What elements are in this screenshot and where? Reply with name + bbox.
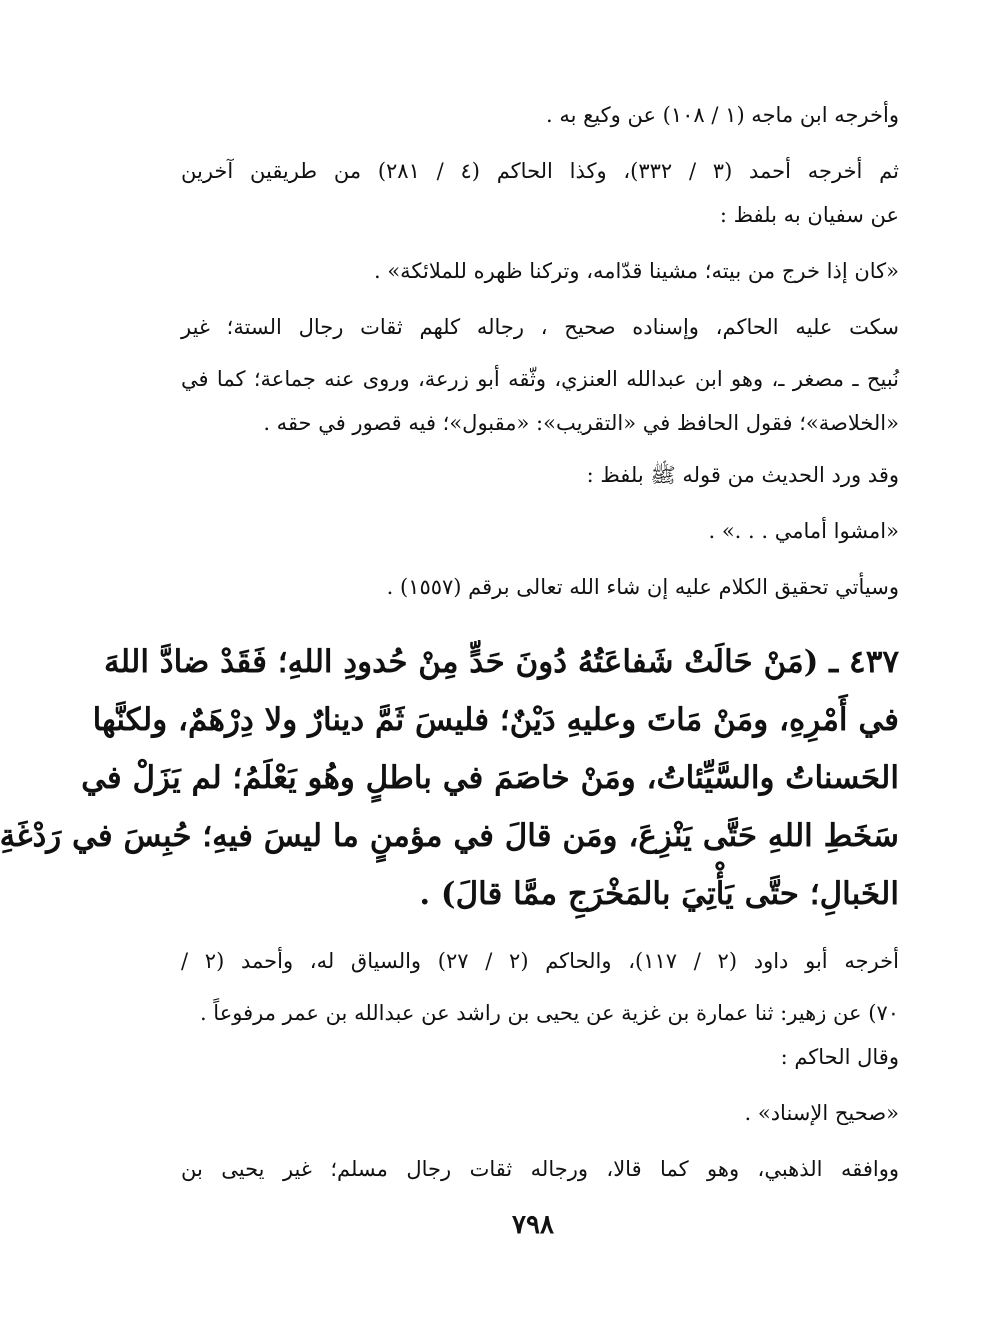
- quote-line: «كان إذا خرج من بيته؛ مشينا قدّامه، وتركنا ظهره للملائكة» .: [373, 259, 899, 283]
- text-line: أخرجه أبو داود (٢ / ١١٧)، والحاكم (٢ / ٢٧) والسياق له، وأحمد (٢ /: [181, 949, 899, 973]
- text-line: «الخلاصة»؛ فقول الحافظ في «التقريب»: «مقبول»؛ فيه قصور في حقه .: [263, 411, 899, 435]
- page-number: ٧٩٨: [512, 1210, 554, 1240]
- hadith-line: في أَمْرِهِ، ومَنْ مَاتَ وعليهِ دَيْنٌ؛ فليسَ ثَمَّ دينارٌ ولا دِرْهَمٌ، ولكنَّها: [92, 702, 899, 738]
- text-line: ثم أخرجه أحمد (٣ / ٣٣٢)، وكذا الحاكم (٤ / ٢٨١) من طريقين آخرين: [181, 159, 899, 183]
- text-line: وقد ورد الحديث من قوله ﷺ بلفظ :: [586, 463, 899, 487]
- hadith-line: ٤٣٧ ـ (مَنْ حَالَتْ شَفاعَتُهُ دُونَ حَدٍّ مِنْ حُدودِ اللهِ؛ فَقَدْ ضادَّ اللهَ: [104, 644, 899, 680]
- text-line: سكت عليه الحاكم، وإسناده صحيح ، رجاله كلهم ثقات رجال الستة؛ غير: [181, 315, 899, 339]
- text-line: وسيأتي تحقيق الكلام عليه إن شاء الله تعالى برقم (١٥٥٧) .: [386, 575, 899, 599]
- quote-line: «صحيح الإسناد» .: [744, 1101, 899, 1125]
- text-line: وأخرجه ابن ماجه (١ / ١٠٨) عن وكيع به .: [546, 103, 899, 127]
- hadith-line: الخَبالِ؛ حتَّى يَأْتِيَ بالمَخْرَجِ ممَّا قالَ) .: [419, 876, 899, 912]
- text-line: نُبيح ـ مصغر ـ، وهو ابن عبدالله العنزي، وثّقه أبو زرعة، وروى عنه جماعة؛ كما في: [181, 367, 899, 391]
- quote-line: «امشوا أمامي . . .» .: [708, 519, 899, 543]
- text-line: عن سفيان به بلفظ :: [719, 203, 899, 227]
- text-line: ووافقه الذهبي، وهو كما قالا، ورجاله ثقات رجال مسلم؛ غير يحيى بن: [181, 1157, 899, 1181]
- text-line: ٧٠) عن زهير: ثنا عمارة بن غزية عن يحيى بن راشد عن عبدالله بن عمر مرفوعاً .: [199, 1001, 899, 1025]
- hadith-line: الحَسناتُ والسَّيِّئاتُ، ومَنْ خاصَمَ في باطلٍ وهُو يَعْلَمُ؛ لم يَزَلْ في: [81, 760, 899, 796]
- hadith-line: سَخَطِ اللهِ حَتَّى يَنْزِعَ، ومَن قالَ في مؤمنٍ ما ليسَ فيهِ؛ حُبِسَ في رَدْغَةِ: [0, 818, 899, 854]
- text-line: وقال الحاكم :: [780, 1045, 899, 1069]
